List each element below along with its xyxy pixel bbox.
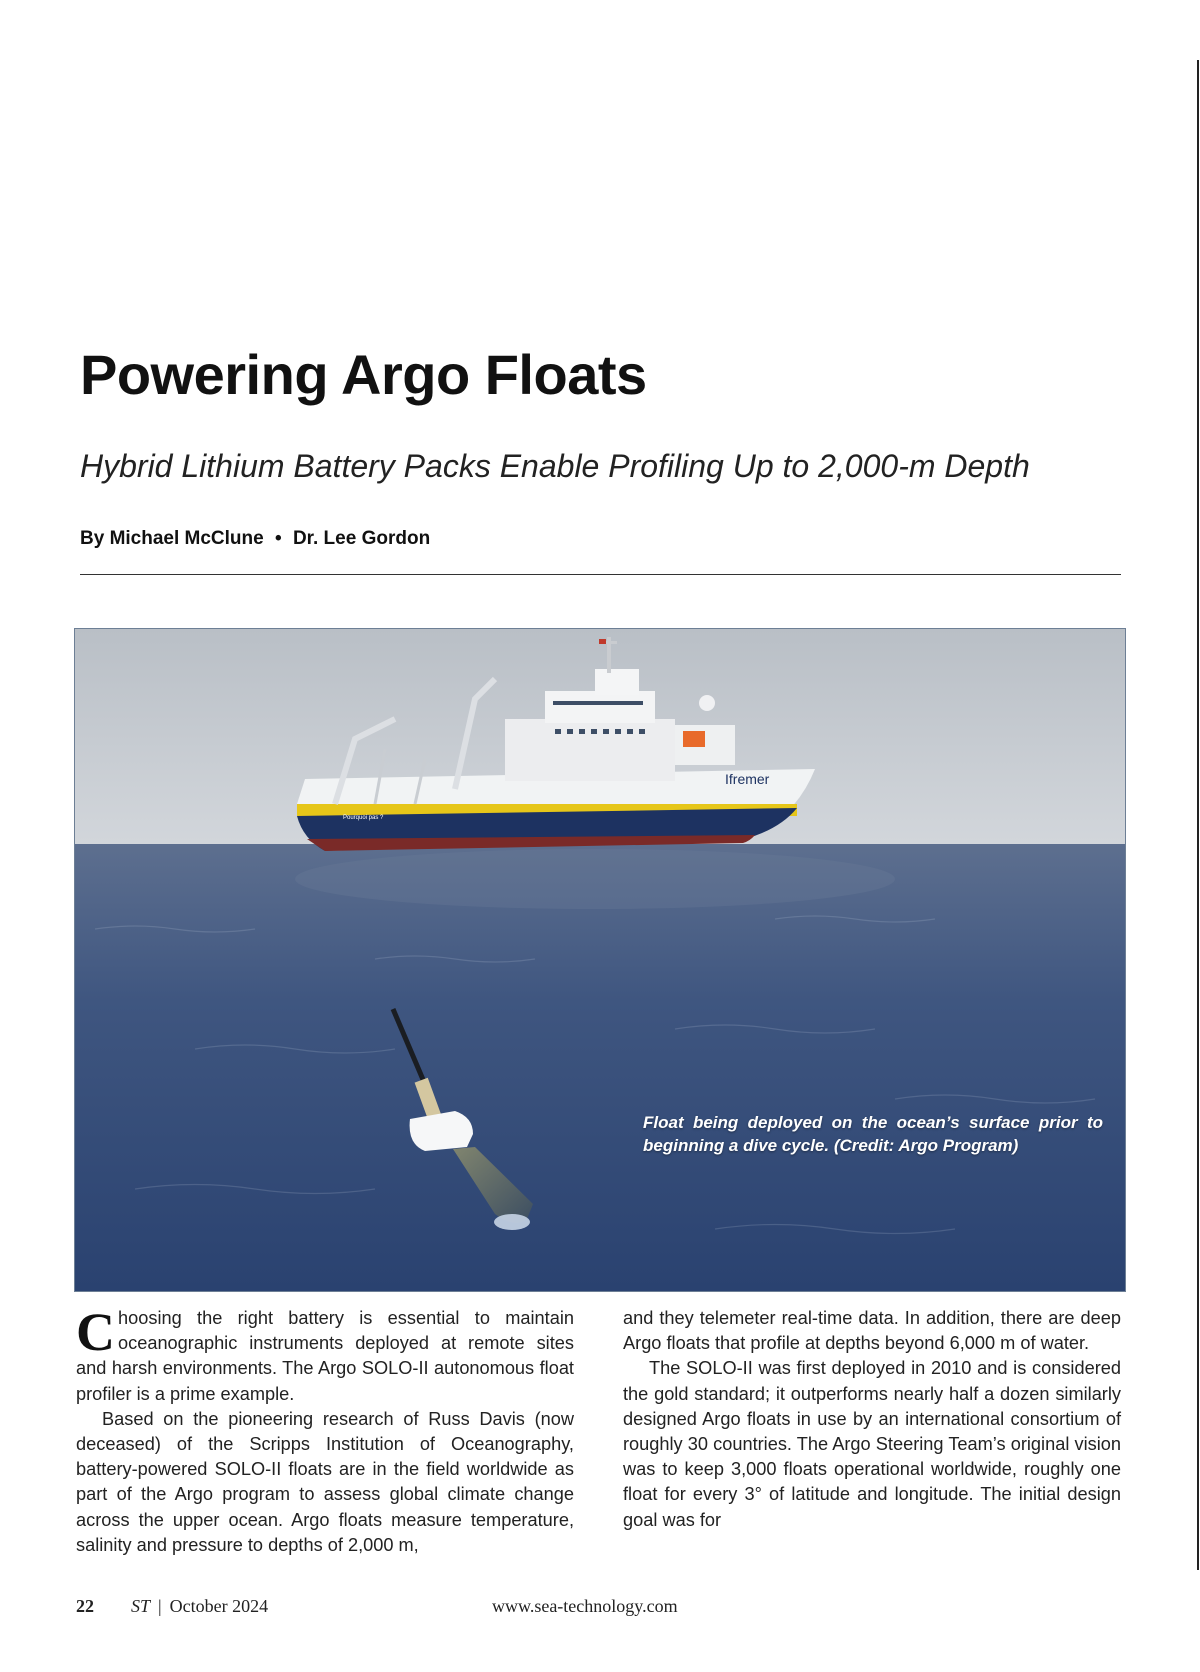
paragraph-text: hoosing the right battery is essential to maintain oceanographic instruments deployed at remote sites and harsh environments. The Argo SOLO-II autonomous float profiler is a prime example. [76,1308,574,1404]
publication-name: ST [131,1596,151,1616]
byline [80,528,430,550]
drop-cap: C [76,1302,115,1362]
article-subtitle: Hybrid Lithium Battery Packs Enable Profiling Up to 2,000-m Depth [80,448,1030,484]
body-paragraph: The SOLO-II was first deployed in 2010 and is considered the gold standard; it outperforms nearly half a dozen similarly designed Argo floats in use by an international consortium of roughly 30 countries. The Argo Steering Team’s original vision was to keep 3,000 floats operational worldwide, roughly one float for every 3° of latitude and longitude. The initial design goal was for [623,1358,1121,1530]
page-footer [0,1596,1200,1626]
website-url: www.sea-technology.com [492,1596,678,1616]
body-paragraph [76,1302,574,1407]
photo-caption: Float being deployed on the ocean’s surface prior to beginning a dive cycle. (Credit: Argo Program) [643,1113,1103,1155]
issue-date: October 2024 [169,1596,269,1616]
ship-hull-name: Pourquoi pas ? [343,815,384,821]
article-title: Powering Argo Floats [80,343,647,406]
page-number: 22 [76,1596,94,1616]
article-body-left-column [76,1302,574,1558]
article-body-right-column [623,1306,1121,1533]
body-paragraph: Based on the pioneering research of Russ Davis (now deceased) of the Scripps Institution of Oceanography, battery-powered SOLO-II floats are in the field worldwide as part of the Argo program to assess global climate change across the upper ocean. Argo floats measure temperature, salinity and pressure to depths of 2,000 m, [76,1408,574,1555]
page-edge-rule [1197,60,1199,1570]
float-hull-end [494,1214,530,1230]
footer-separator: | [158,1596,162,1616]
body-paragraph: and they telemeter real-time data. In addition, there are deep Argo floats that profile at depths beyond 6,000 m of water. [623,1308,1121,1354]
article-photo [74,628,1126,1292]
sea [75,844,1125,1291]
header-divider [80,574,1121,575]
publication-info [131,1596,268,1617]
author-name: Dr. Lee Gordon [292,528,431,549]
ship-logo-text: Ifremer [725,771,770,787]
ship-and-float-illustration [75,629,1125,1291]
ship-wake [295,849,895,909]
byline-separator: • [275,528,282,549]
author-name: By Michael McClune [80,528,264,549]
